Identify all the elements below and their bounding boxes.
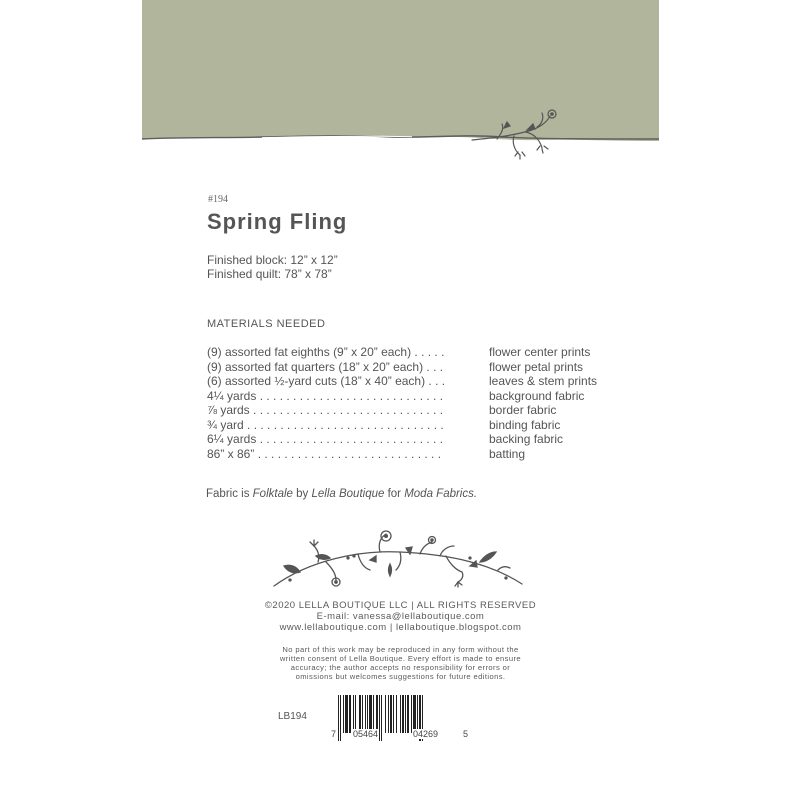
- barcode-bar: [353, 695, 354, 733]
- barcode-bar: [405, 695, 406, 733]
- banner-graphic: [142, 0, 659, 160]
- finished-quilt: Finished quilt: 78” x 78”: [207, 267, 332, 281]
- materials-list: [207, 345, 627, 461]
- barcode-right-group: 04269: [413, 729, 439, 739]
- fabric-note-by: by: [292, 488, 312, 500]
- material-quantity: (9) assorted fat quarters (18” x 20” each) . . .: [207, 359, 444, 374]
- barcode-left-group: 05464: [353, 729, 379, 739]
- fabric-note-prefix: Fabric is: [206, 488, 253, 500]
- finished-sizes: [207, 253, 338, 281]
- barcode-bar: [385, 695, 386, 733]
- material-quantity: (9) assorted fat eighths (9” x 20” each) . . . . .: [207, 345, 445, 359]
- contact-email: E-mail: vanessa@lellaboutique.com: [316, 611, 485, 622]
- materials-heading: MATERIALS NEEDED: [207, 318, 326, 330]
- material-row: [207, 360, 627, 375]
- material-use: backing fabric: [489, 432, 564, 446]
- finished-block: Finished block: 12” x 12”: [207, 253, 338, 267]
- material-use: flower center prints: [489, 345, 591, 359]
- material-use: binding fabric: [489, 417, 561, 432]
- barcode-bar: [349, 695, 351, 733]
- material-row: [207, 403, 627, 418]
- website-links: www.lellaboutique.com | lellaboutique.blogspot.com: [279, 622, 522, 633]
- barcode-bar: [417, 695, 418, 733]
- fabric-collection: Folktale: [252, 488, 293, 500]
- barcode-bar: [400, 695, 401, 733]
- material-quantity: (6) assorted ½-yard cuts (18” x 40” each) . . .: [207, 374, 446, 388]
- copyright-block: [142, 600, 659, 633]
- page-title: Spring Fling: [207, 209, 348, 234]
- barcode-bar: [407, 695, 409, 733]
- top-banner: [142, 0, 659, 146]
- barcode-check-digit: 5: [463, 729, 469, 739]
- pattern-back-cover: [142, 0, 659, 800]
- barcode-bar: [365, 695, 366, 733]
- material-row: [207, 432, 627, 447]
- barcode-bar: [376, 695, 378, 733]
- floral-vine-icon: [270, 530, 526, 594]
- barcode-bar: [388, 695, 389, 733]
- material-use: background fabric: [489, 388, 585, 403]
- material-row: [207, 345, 627, 360]
- disclaimer-line: written consent of Lella Boutique. Every effort is made to ensure: [279, 654, 522, 663]
- barcode-first-digit: 7: [331, 729, 337, 739]
- product-sku: LB194: [278, 711, 307, 722]
- material-row: [207, 374, 627, 389]
- material-use: border fabric: [489, 403, 557, 417]
- disclaimer-line: No part of this work may be reproduced in any form without the: [282, 645, 519, 654]
- material-row: [207, 389, 627, 404]
- barcode-bar: [369, 695, 372, 733]
- barcode-bar: [373, 695, 374, 733]
- material-quantity: 86” x 86” . . . . . . . . . . . . . . . . . . . . . . . . . . . .: [207, 446, 442, 461]
- barcode-bar: [413, 695, 416, 733]
- material-row: [207, 447, 627, 462]
- fabric-designer: Lella Boutique: [311, 488, 385, 500]
- material-use: batting: [489, 446, 526, 461]
- material-quantity: 6¼ yards . . . . . . . . . . . . . . . . . . . . . . . . . . . .: [207, 432, 444, 446]
- material-quantity: ⅞ yards . . . . . . . . . . . . . . . . . . . . . . . . . . . . .: [207, 403, 444, 417]
- fabric-note-for: for: [384, 488, 405, 500]
- barcode-bar: [362, 695, 363, 733]
- barcode-digits: [332, 729, 472, 743]
- material-use: flower petal prints: [489, 359, 584, 374]
- barcode-bar: [359, 695, 361, 733]
- pattern-number: #194: [208, 194, 228, 205]
- barcode-bar: [345, 695, 348, 733]
- barcode-bar: [390, 695, 392, 733]
- material-use: leaves & stem prints: [489, 374, 598, 388]
- barcode-bar: [396, 695, 397, 733]
- disclaimer-line: omissions but welcomes suggestions for future editions.: [295, 672, 506, 681]
- barcode-bar: [367, 695, 368, 733]
- disclaimer-line: accuracy; the author accepts no responsibility for errors or: [290, 663, 511, 672]
- material-quantity: ¾ yard . . . . . . . . . . . . . . . . . . . . . . . . . . . . . .: [207, 417, 444, 432]
- disclaimer: [142, 645, 659, 681]
- copyright: ©2020 LELLA BOUTIQUE LLC | ALL RIGHTS RESERVED: [264, 600, 537, 611]
- material-row: [207, 418, 627, 433]
- barcode-bar: [393, 695, 394, 733]
- barcode-bar: [343, 695, 344, 733]
- fabric-note: [206, 488, 477, 500]
- fabric-manufacturer: Moda Fabrics.: [404, 488, 478, 500]
- barcode-bar: [411, 695, 412, 733]
- barcode-bar: [402, 695, 404, 733]
- barcode-bar: [355, 695, 356, 733]
- material-quantity: 4¼ yards . . . . . . . . . . . . . . . . . . . . . . . . . . . .: [207, 388, 444, 403]
